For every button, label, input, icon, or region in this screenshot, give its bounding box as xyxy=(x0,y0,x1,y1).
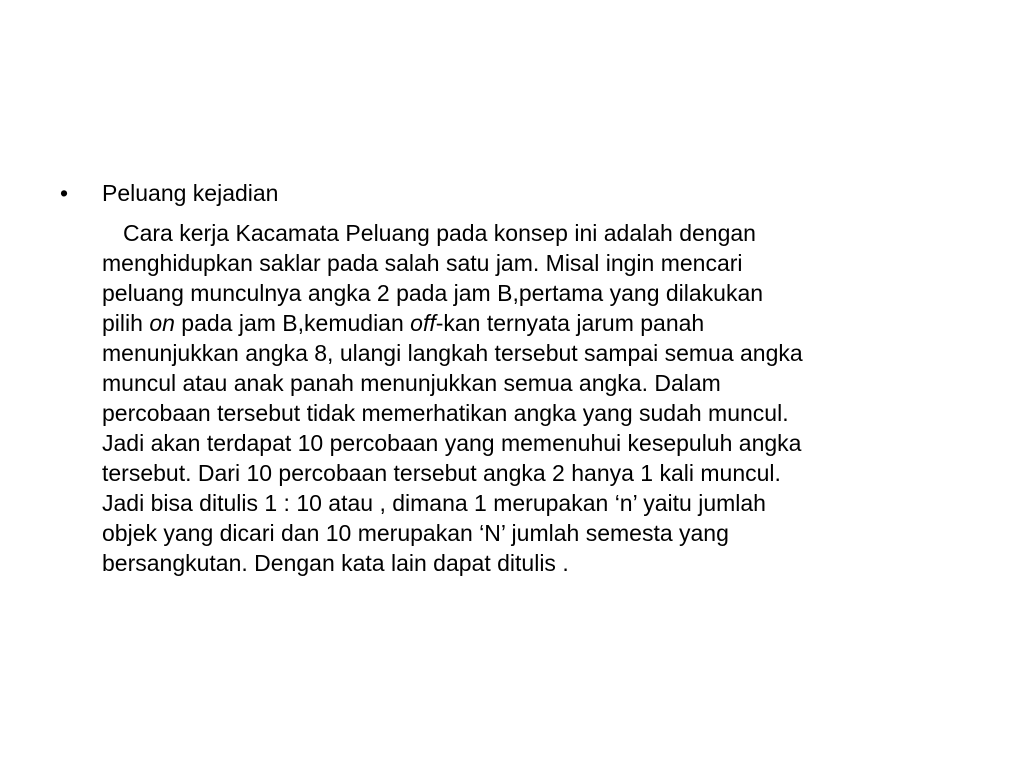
body-paragraph xyxy=(60,218,970,578)
paragraph-line: peluang munculnya angka 2 pada jam B,pertama yang dilakukan xyxy=(102,280,764,306)
slide-content xyxy=(60,178,970,578)
text-fragment: pilih xyxy=(102,310,150,336)
paragraph-line: muncul atau anak panah menunjukkan semua angka. Dalam xyxy=(102,370,721,396)
paragraph-line: tersebut. Dari 10 percobaan tersebut angka 2 hanya 1 kali muncul. xyxy=(102,460,781,486)
paragraph-line: Jadi bisa ditulis 1 : 10 atau , dimana 1 merupakan ‘n’ yaitu jumlah xyxy=(102,490,766,516)
paragraph-line: menghidupkan saklar pada salah satu jam. Misal ingin mencari xyxy=(102,250,743,276)
bullet-heading: Peluang kejadian xyxy=(102,180,279,206)
text-fragment: pada jam B,kemudian xyxy=(174,310,411,336)
paragraph-line: menunjukkan angka 8, ulangi langkah tersebut sampai semua angka xyxy=(102,340,803,366)
paragraph-line: Cara kerja Kacamata Peluang pada konsep ini adalah dengan xyxy=(123,220,756,246)
paragraph-line xyxy=(102,308,970,338)
paragraph-line: bersangkutan. Dengan kata lain dapat ditulis . xyxy=(102,550,569,576)
italic-term-off: off xyxy=(410,310,436,336)
paragraph-line: percobaan tersebut tidak memerhatikan angka yang sudah muncul. xyxy=(102,400,789,426)
paragraph-line: objek yang dicari dan 10 merupakan ‘N’ jumlah semesta yang xyxy=(102,520,729,546)
text-fragment: -kan ternyata jarum panah xyxy=(435,310,705,336)
paragraph-line: Jadi akan terdapat 10 percobaan yang memenuhui kesepuluh angka xyxy=(102,430,802,456)
bullet-icon: • xyxy=(60,180,69,206)
bullet-item xyxy=(60,178,970,208)
italic-term-on: on xyxy=(149,310,175,336)
